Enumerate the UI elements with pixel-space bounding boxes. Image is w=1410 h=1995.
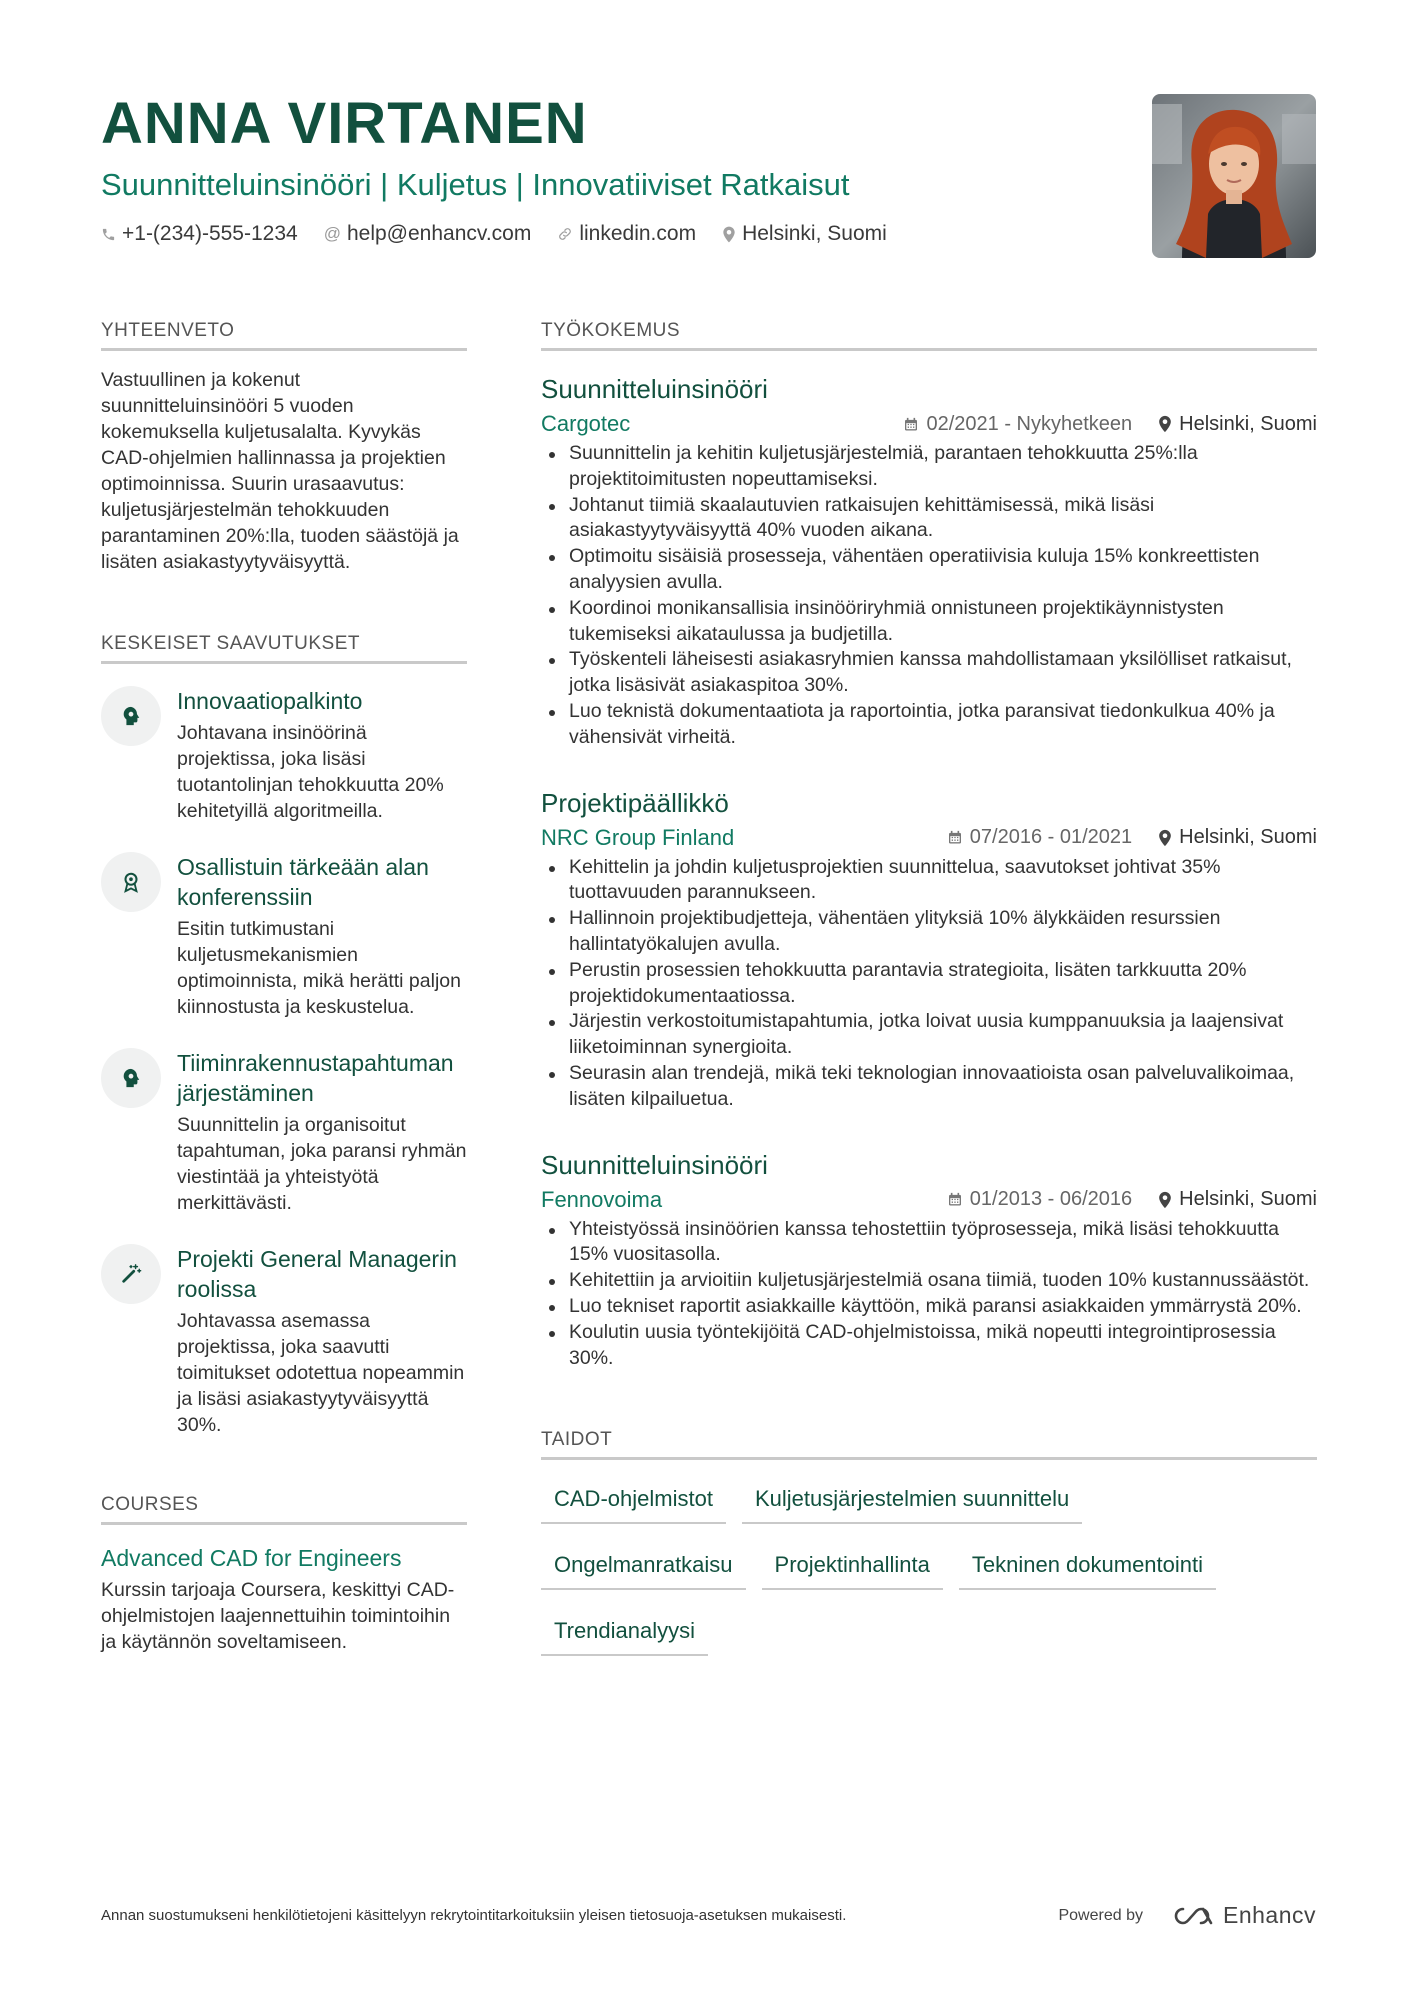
job-bullet: Yhteistyössä insinöörien kanssa tehostettiin työprosesseja, mikä lisäsi tehokkuutta 15% vuositasolla. — [541, 1217, 1317, 1269]
job-company: NRC Group Finland — [541, 824, 735, 850]
job-bullets — [541, 1217, 1317, 1372]
job-dates: 01/2013 - 06/2016 — [969, 1188, 1133, 1211]
job-role: Suunnitteluinsinööri — [541, 1149, 768, 1180]
link-icon — [557, 226, 573, 242]
calendar-icon — [903, 416, 919, 433]
skill-tag: Kuljetusjärjestelmien suunnittelu — [742, 1474, 1082, 1524]
right-column — [541, 320, 1317, 1672]
achievement-desc: Esitin tutkimustani kuljetusmekanismien optimoinnista, mikä herätti paljon kiinnostusta ja keskustelua. — [177, 918, 461, 1018]
job-bullets — [541, 855, 1317, 1113]
achievement-title: Tiiminrakennustapahtuman järjestäminen — [177, 1050, 454, 1106]
header — [101, 90, 1121, 246]
achievement-desc: Johtavassa asemassa projektissa, joka saavutti toimitukset odotettua nopeammin ja lisäsi asiakastyytyväisyyttä 30%. — [177, 1310, 465, 1436]
job-bullet: Kehitettiin ja arvioitiin kuljetusjärjestelmiä osana tiimiä, tuoden 10% kustannussäästöt. — [541, 1268, 1317, 1294]
phone-icon — [101, 227, 116, 242]
brand-logo[interactable] — [1169, 1902, 1316, 1929]
powered-by[interactable] — [1058, 1902, 1316, 1929]
achievement-desc: Suunnittelin ja organisoitut tapahtuman, joka paransi ryhmän viestintää ja yhteistyötä merkittävästi. — [177, 1114, 467, 1214]
job-bullet: Työskenteli läheisesti asiakasryhmien kanssa mahdollistamaan yksilölliset ratkaisut, jotka lisäsivät asiakaspitoa 30%. — [541, 647, 1317, 699]
courses-heading: COURSES — [101, 1494, 467, 1525]
location-pin-icon — [722, 226, 736, 243]
brain-head-icon — [101, 686, 161, 746]
job-bullet: Optimoitu sisäisiä prosesseja, vähentäen operatiivisia kuluja 15% konkreettisten analyysien avulla. — [541, 544, 1317, 596]
experience-heading: TYÖKOKEMUS — [541, 320, 1317, 351]
job-entry — [541, 787, 1317, 1113]
job-bullet: Kehittelin ja johdin kuljetusprojektien suunnittelua, saavutokset johtivat 35% tuottavuuden parannukseen. — [541, 855, 1317, 907]
job-bullet: Koordinoi monikansallisia insinööriryhmiä onnistuneen projektikäynnistysten tukemiseksi aikataulussa ja budjetilla. — [541, 596, 1317, 648]
summary-section — [101, 320, 467, 575]
contact-phone-text: +1-(234)-555-1234 — [122, 222, 298, 245]
achievement-desc: Johtavana insinöörinä projektissa, joka lisäsi tuotantolinjan tehokkuutta 20% kehitetyillä algoritmeilla. — [177, 722, 444, 822]
job-bullet: Perustin prosessien tehokkuutta parantavia strategioita, lisäten tarkkuutta 20% projektidokumentaatiossa. — [541, 958, 1317, 1010]
left-column — [101, 320, 467, 1655]
summary-text: Vastuullinen ja kokenut suunnitteluinsinööri 5 vuoden kokemuksella kuljetusalalta. Kyvykäs CAD-ohjelmien hallinnassa ja projektien optimoinnissa. Suurin urasaavutus: kuljetusjärjestelmän tehokkuuden parantaminen 20%:lla, tuoden säästöjä ja lisäten asiakastyytyväisyyttä. — [101, 369, 459, 573]
skills-list — [541, 1474, 1317, 1672]
profile-photo — [1152, 94, 1316, 258]
brand-name: Enhancv — [1222, 1902, 1316, 1928]
achievement-item — [101, 1048, 467, 1216]
job-company: Cargotec — [541, 411, 631, 436]
summary-heading: YHTEENVETO — [101, 320, 467, 351]
job-entry — [541, 1149, 1317, 1372]
job-bullet: Luo tekniset raportit asiakkaille käyttöön, mikä paransi asiakkaiden ymmärrystä 20%. — [541, 1294, 1317, 1320]
achievement-title: Projekti General Managerin roolissa — [177, 1246, 457, 1302]
job-bullet: Suunnittelin ja kehitin kuljetusjärjestelmiä, parantaen tehokkuutta 25%:lla projektitoimitusten nopeuttamiseksi. — [541, 441, 1317, 493]
contact-location-text: Helsinki, Suomi — [742, 222, 887, 245]
at-icon: @ — [323, 224, 341, 243]
job-role: Suunnitteluinsinööri — [541, 374, 768, 404]
contact-email[interactable] — [324, 222, 532, 246]
brain-head-icon — [101, 1048, 161, 1108]
achievement-item — [101, 1244, 467, 1438]
job-location: Helsinki, Suomi — [1179, 826, 1317, 849]
contact-linkedin-text: linkedin.com — [579, 222, 697, 245]
course-title: Advanced CAD for Engineers — [101, 1545, 402, 1571]
achievement-title: Innovaatiopalkinto — [177, 688, 363, 714]
courses-section — [101, 1494, 467, 1655]
location-pin-icon — [1158, 415, 1172, 433]
skill-tag: Projektinhallinta — [762, 1540, 943, 1590]
achievement-title: Osallistuin tärkeään alan konferenssiin — [177, 854, 429, 910]
contact-linkedin[interactable] — [557, 222, 696, 246]
job-location: Helsinki, Suomi — [1179, 1188, 1317, 1211]
job-bullet: Johtanut tiimiä skaalautuvien ratkaisujen kehittämisessä, mikä lisäsi asiakastyytyväisyyttä 40% vuoden aikana. — [541, 493, 1317, 545]
candidate-name: ANNA VIRTANEN — [101, 91, 588, 156]
contact-row — [101, 222, 1121, 246]
skills-section — [541, 1429, 1317, 1672]
calendar-icon — [947, 1191, 963, 1208]
enhancv-logo-icon — [1169, 1904, 1215, 1928]
job-bullet: Koulutin uusia työntekijöitä CAD-ohjelmistoissa, mikä nopeutti integrointiprosessia 30%. — [541, 1320, 1317, 1372]
achievements-heading: KESKEISET SAAVUTUKSET — [101, 633, 467, 664]
job-entry — [541, 373, 1317, 751]
footer — [101, 1902, 1316, 1929]
skill-tag: CAD-ohjelmistot — [541, 1474, 726, 1524]
experience-section — [541, 320, 1317, 1371]
achievements-section — [101, 633, 467, 1438]
achievement-item — [101, 852, 467, 1020]
contact-phone[interactable] — [101, 222, 298, 246]
award-ribbon-icon — [101, 852, 161, 912]
job-dates: 07/2016 - 01/2021 — [969, 826, 1133, 849]
powered-by-label: Powered by — [1058, 1906, 1143, 1924]
course-desc: Kurssin tarjoaja Coursera, keskittyi CAD-ohjelmistojen laajennettuihin toimintoihin ja käytännön soveltamiseen. — [101, 1579, 455, 1653]
job-bullets — [541, 441, 1317, 751]
job-role: Projektipäällikkö — [541, 787, 729, 818]
job-bullet: Luo teknistä dokumentaatiota ja raportointia, jotka paransivat tiedonkulkua 40% ja vähensivät virheitä. — [541, 699, 1317, 751]
skill-tag: Trendianalyysi — [541, 1606, 708, 1656]
skill-tag: Ongelmanratkaisu — [541, 1540, 746, 1590]
magic-wand-icon — [101, 1244, 161, 1304]
job-bullet: Seurasin alan trendejä, mikä teki teknologian innovaatioista osan palveluvalikoimaa, lisäten kilpailuetua. — [541, 1061, 1317, 1113]
skill-tag: Tekninen dokumentointi — [959, 1540, 1216, 1590]
location-pin-icon — [1158, 829, 1172, 847]
job-location: Helsinki, Suomi — [1179, 412, 1317, 435]
achievement-item — [101, 686, 467, 824]
skills-heading: TAIDOT — [541, 1429, 1317, 1460]
job-bullet: Hallinnoin projektibudjetteja, vähentäen ylityksiä 10% älykkäiden resurssien hallintatyökalujen avulla. — [541, 906, 1317, 958]
job-dates: 02/2021 - Nykyhetkeen — [926, 412, 1133, 435]
job-bullet: Järjestin verkostoitumistapahtumia, jotka loivat uusia kumppanuuksia ja laajensivat liiketoiminnan synergioita. — [541, 1009, 1317, 1061]
contact-location — [722, 222, 887, 246]
contact-email-text: help@enhancv.com — [346, 222, 532, 245]
calendar-icon — [947, 829, 963, 846]
location-pin-icon — [1158, 1191, 1172, 1209]
gdpr-consent: Annan suostumukseni henkilötietojeni käsittelyyn rekrytointitarkoituksiin yleisen tietosuoja-asetuksen mukaisesti. — [101, 1907, 847, 1924]
job-company: Fennovoima — [541, 1186, 663, 1212]
candidate-title: Suunnitteluinsinööri | Kuljetus | Innovatiiviset Ratkaisut — [101, 167, 850, 202]
